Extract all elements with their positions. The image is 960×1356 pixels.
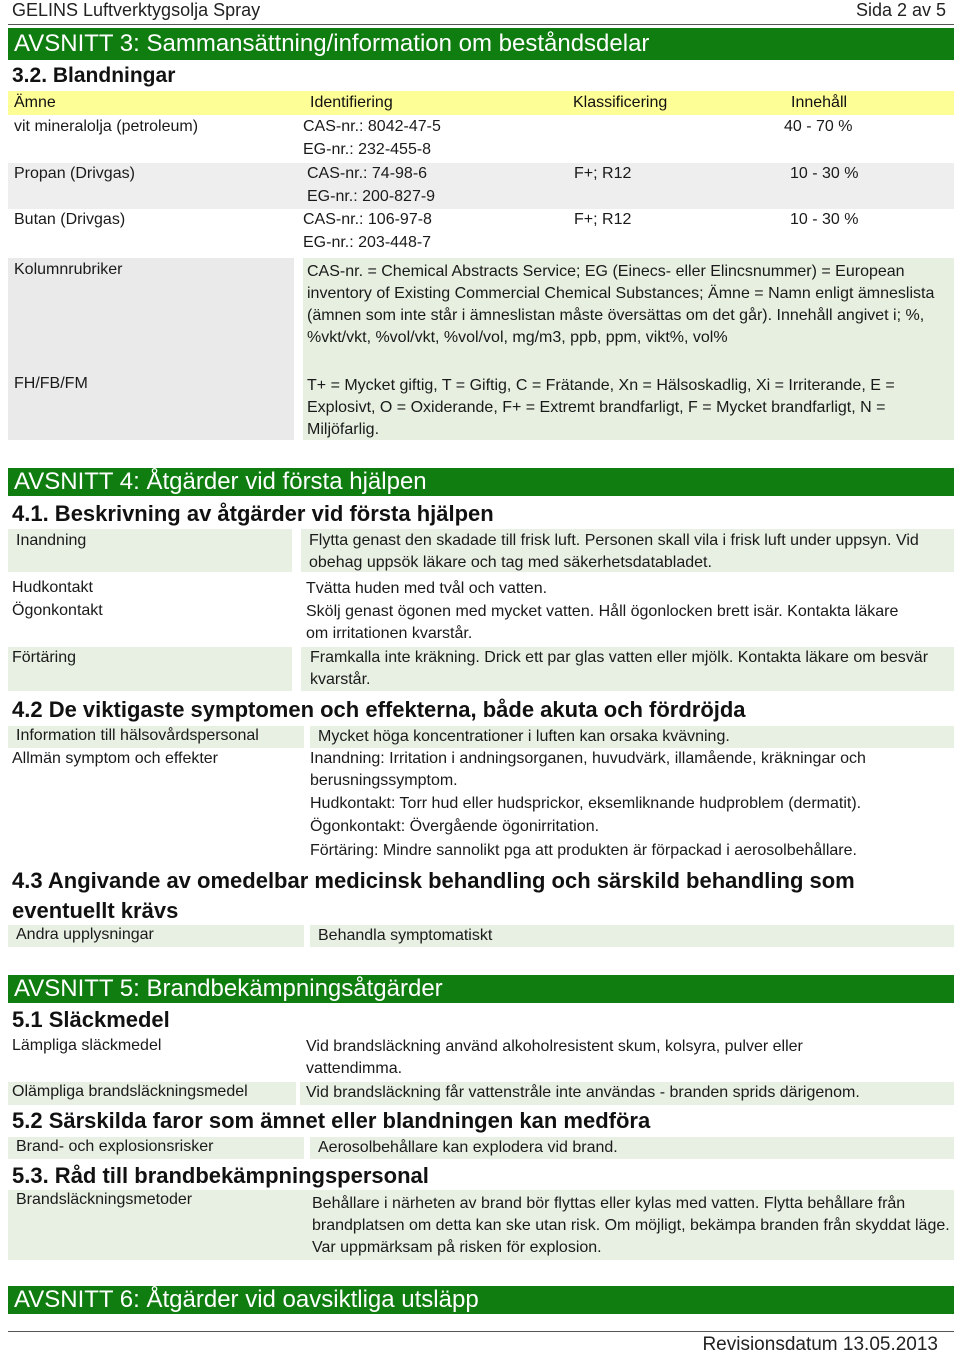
- col-identification: Identifiering: [310, 94, 393, 111]
- info-health-text: Mycket höga koncentrationer i luften kan orsaka kvävning.: [310, 726, 954, 748]
- column-headings-text: CAS-nr. = Chemical Abstracts Service; EG (Einecs- eller Elincsnummer) = European inventory of Existing Commercial Chemical Substances; Ämne = Namn enligt ämneslista (ämnen som inte står i ämneslistan måste översättas om det går). Innehåll angivet i; %, %vkt/vkt, %vol/vkt, %vol/vol, mg/m3, ppb, ppm, vikt%, vol%: [307, 263, 935, 346]
- eg-number: EG-nr.: 232-455-8: [303, 141, 432, 158]
- classification: F+; R12: [574, 211, 632, 228]
- column-headings-label: Kolumnrubriker: [14, 261, 123, 278]
- col-classification: Klassificering: [573, 94, 668, 111]
- section-5-title: AVSNITT 5: Brandbekämpningsåtgärder: [8, 975, 954, 1003]
- other-info-text: Behandla symptomatiskt: [310, 925, 954, 947]
- mixture-table-header: [8, 91, 954, 115]
- eg-number: EG-nr.: 200-827-9: [307, 188, 436, 205]
- revision-date: Revisionsdatum 13.05.2013: [702, 1334, 938, 1355]
- skin-contact-text: Tvätta huden med tvål och vatten.: [306, 580, 548, 597]
- symptoms-inhalation: Inandning: Irritation i andningsorganen, huvudvärk, illamående, kräkningar och berusningssymptom.: [310, 750, 866, 789]
- suitable-media-text: Vid brandsläckning använd alkoholresistent skum, kolsyra, pulver eller vattendimma.: [306, 1038, 803, 1077]
- substance-name: vit mineralolja (petroleum): [14, 118, 199, 135]
- cas-number: CAS-nr.: 74-98-6: [307, 165, 428, 182]
- skin-contact-label: Hudkontakt: [12, 579, 93, 596]
- col-substance: Ämne: [14, 94, 56, 111]
- hazard-abbrev-text: T+ = Mycket giftig, T = Giftig, C = Frätande, Xn = Hälsoskadlig, Xi = Irriterande, E = Explosivt, O = Oxiderande, F+ = Extremt brandfarligt, F = Mycket brandfarligt, N = Miljöfarlig.: [307, 377, 895, 438]
- info-health-label: Information till hälsovårdspersonal: [8, 726, 304, 748]
- eg-number: EG-nr.: 203-448-7: [303, 234, 432, 251]
- other-info-label: Andra upplysningar: [8, 925, 304, 947]
- label-column-bg: [8, 258, 294, 440]
- substance-name: Propan (Drivgas): [14, 165, 135, 182]
- content-range: 10 - 30 %: [790, 211, 859, 228]
- symptoms-label: Allmän symptom och effekter: [12, 750, 219, 767]
- ingestion-label: Förtäring: [8, 647, 292, 691]
- classification: F+; R12: [574, 165, 632, 182]
- page-number: Sida 2 av 5: [855, 0, 946, 20]
- section-4-1-title: 4.1. Beskrivning av åtgärder vid första hjälpen: [12, 501, 494, 526]
- product-name: GELINS Luftverktygsolja Spray: [12, 0, 261, 20]
- inhalation-text: Flytta genast den skadade till frisk luft. Personen skall vila i frisk luft under uppsyn. Vid obehag uppsök läkare och tag med säkerhetsdatabladet.: [301, 529, 954, 572]
- suitable-media-label: Lämpliga släckmedel: [12, 1037, 162, 1054]
- cas-number: CAS-nr.: 8042-47-5: [303, 118, 441, 135]
- section-5-2-title: 5.2 Särskilda faror som ämnet eller blandningen kan medföra: [12, 1108, 651, 1133]
- section-5-3-title: 5.3. Råd till brandbekämpningspersonal: [12, 1163, 429, 1188]
- fire-explosion-label: Brand- och explosionsrisker: [8, 1137, 304, 1159]
- section-5-1-title: 5.1 Släckmedel: [12, 1007, 170, 1032]
- cas-number: CAS-nr.: 106-97-8: [303, 211, 432, 228]
- content-range: 40 - 70 %: [784, 118, 853, 135]
- content-range: 10 - 30 %: [790, 165, 859, 182]
- fire-methods-text: Behållare i närheten av brand bör flyttas eller kylas med vatten. Flytta behållare från brandplatsen om detta kan ske utan risk. Om möjligt, bekämpa branden från skyddat läge. Var uppmärksam på risken för explosion.: [304, 1190, 954, 1260]
- ingestion-text: Framkalla inte kräkning. Drick ett par glas vatten eller mjölk. Kontakta läkare om besvär kvarstår.: [301, 647, 954, 691]
- symptoms-ingestion: Förtäring: Mindre sannolikt pga att produkten är förpackad i aerosolbehållare.: [310, 842, 857, 859]
- fire-methods-label: Brandsläckningsmetoder: [8, 1190, 304, 1260]
- eye-contact-label: Ögonkontakt: [12, 602, 103, 619]
- symptoms-eye: Ögonkontakt: Övergående ögonirritation.: [310, 818, 600, 835]
- section-4-2-title: 4.2 De viktigaste symptomen och effekterna, både akuta och fördröjda: [12, 697, 746, 722]
- inhalation-label: Inandning: [8, 529, 292, 572]
- col-content: Innehåll: [791, 94, 848, 111]
- substance-name: Butan (Drivgas): [14, 211, 126, 228]
- unsuitable-media-text: Vid brandsläckning får vattenstråle inte användas - branden sprids därigenom.: [300, 1082, 954, 1105]
- footer-divider: [8, 1331, 954, 1332]
- fire-explosion-text: Aerosolbehållare kan explodera vid brand.: [310, 1137, 954, 1159]
- hazard-abbrev-label: FH/FB/FM: [14, 375, 88, 392]
- section-4-title: AVSNITT 4: Åtgärder vid första hjälpen: [8, 468, 954, 496]
- unsuitable-media-label: Olämpliga brandsläckningsmedel: [8, 1082, 296, 1105]
- section-3-2-title: 3.2. Blandningar: [12, 64, 176, 87]
- section-6-title: AVSNITT 6: Åtgärder vid oavsiktliga utsläpp: [8, 1286, 954, 1314]
- eye-contact-text: Skölj genast ögonen med mycket vatten. Håll ögonlocken brett isär. Kontakta läkare om irritationen kvarstår.: [306, 603, 899, 642]
- section-4-3-title: 4.3 Angivande av omedelbar medicinsk behandling och särskild behandling som eventuellt krävs: [12, 868, 855, 923]
- symptoms-skin: Hudkontakt: Torr hud eller hudsprickor, eksemliknande hudproblem (dermatit).: [310, 795, 862, 812]
- section-3-title: AVSNITT 3: Sammansättning/information om beståndsdelar: [8, 28, 954, 60]
- header-divider: [8, 24, 954, 25]
